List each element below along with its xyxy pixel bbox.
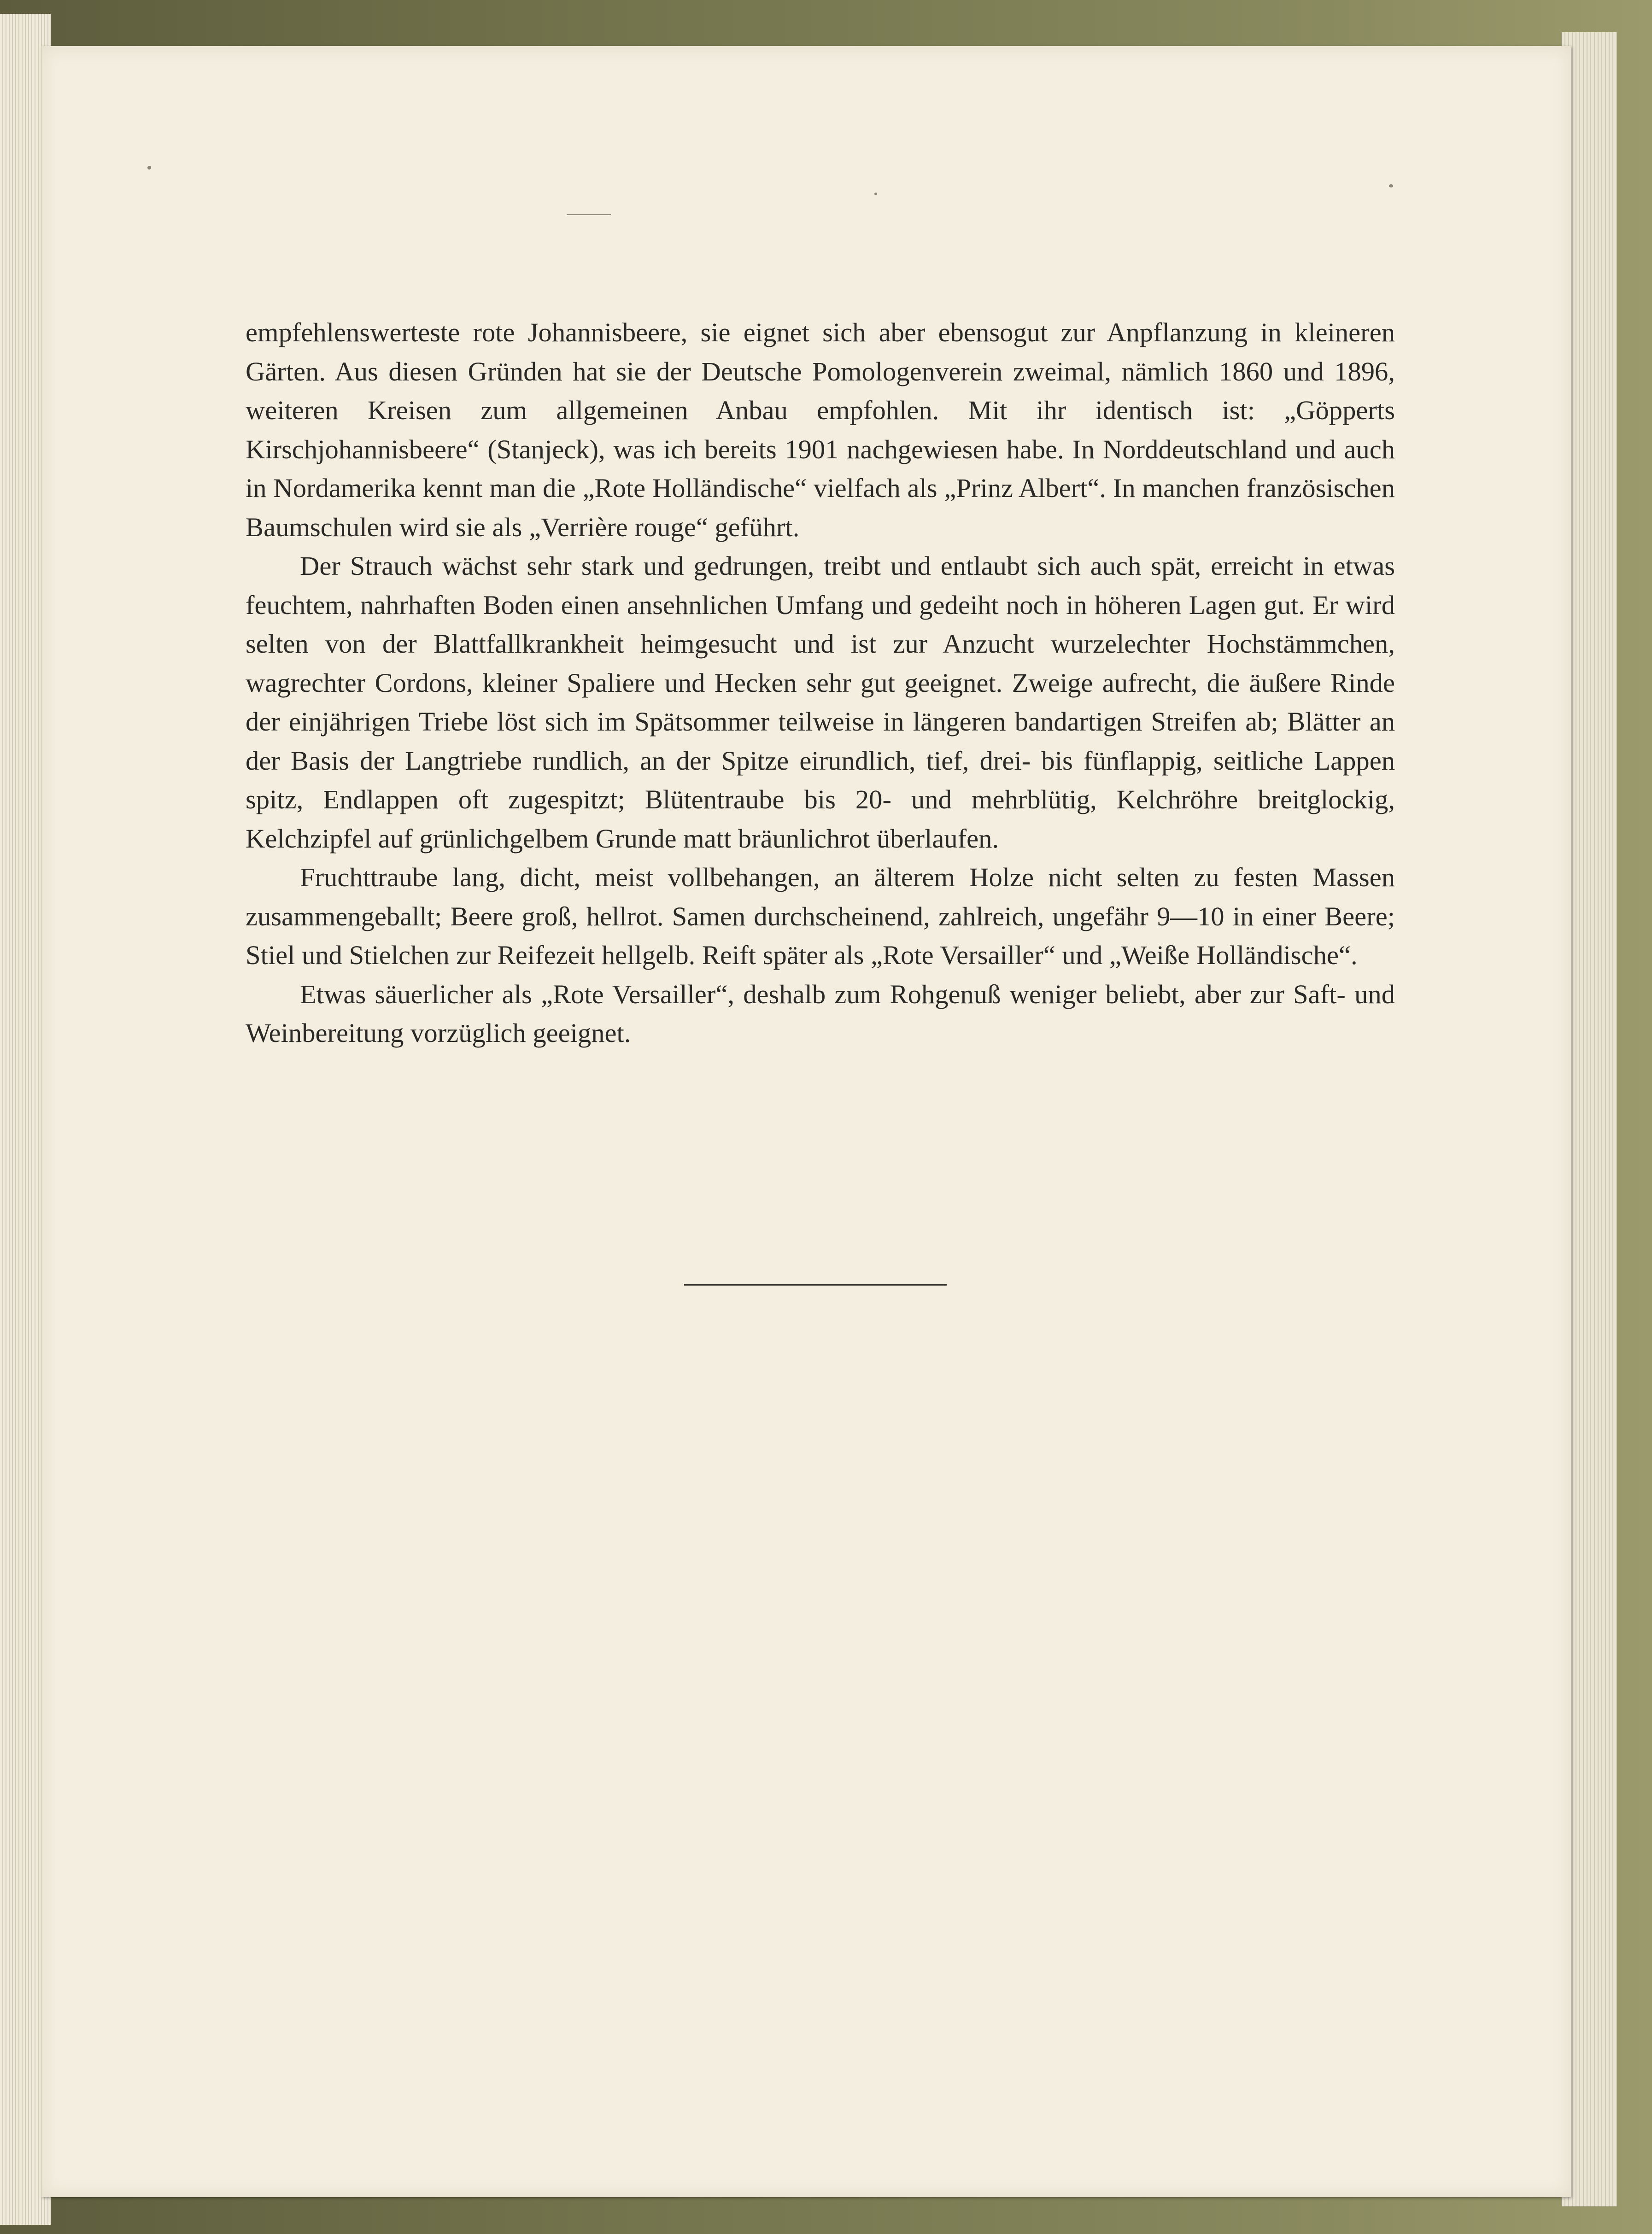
- paragraph-2: Der Strauch wächst sehr stark und gedrungen, treibt und entlaubt sich auch spät, erreicht in etwas feuchtem, nahrhaften Boden einen ansehnlichen Umfang und gedeiht noch in höheren Lagen gut. Er wird selten von der Blattfallkrankheit heimgesucht und ist zur Anzucht wurzelechter Hochstämmchen, wagrechter Cordons, kleiner Spaliere und Hecken sehr gut geeignet. Zweige aufrecht, die äußere Rinde der einjährigen Triebe löst sich im Spätsommer teilweise in längeren bandartigen Streifen ab; Blätter an der Basis der Langtriebe rundlich, an der Spitze eirundlich, tief, drei- bis fünflappig, seitliche Lappen spitz, Endlappen oft zugespitzt; Blütentraube bis 20- und mehrblütig, Kelchröhre breitglockig, Kelchzipfel auf grünlichgelbem Grunde matt bräunlichrot überlaufen.: [246, 551, 1395, 854]
- book-page: [41, 46, 1571, 2197]
- paragraph-3: Fruchttraube lang, dicht, meist vollbehangen, an älterem Holze nicht selten zu festen Massen zusammengeballt; Beere groß, hellrot. Samen durchscheinend, zahlreich, ungefähr 9—10 in einer Beere; Stiel und Stielchen zur Reifezeit hellgelb. Reift später als „Rote Versailler“ und „Weiße Holländische“.: [246, 862, 1395, 970]
- closing-rule: [684, 1284, 947, 1286]
- paragraph-1: empfehlenswerteste rote Johannisbeere, sie eignet sich aber ebensogut zur Anpflanzung in kleineren Gärten. Aus diesen Gründen hat sie der Deutsche Pomologenverein zweimal, nämlich 1860 und 1896, weiteren Kreisen zum allgemeinen Anbau empfohlen. Mit ihr identisch ist: „Göpperts Kirschjohannisbeere“ (Stanjeck), was ich bereits 1901 nachgewiesen habe. In Norddeutschland und auch in Nordamerika kennt man die „Rote Holländische“ vielfach als „Prinz Albert“. In manchen französischen Baumschulen wird sie als „Verrière rouge“ geführt.: [246, 317, 1395, 542]
- top-ink-mark: [567, 214, 611, 215]
- paper-speck: [1389, 184, 1393, 187]
- paper-speck: [874, 193, 877, 195]
- body-text: [246, 313, 1395, 1053]
- paragraph-4: Etwas säuerlicher als „Rote Versailler“, deshalb zum Rohgenuß weniger beliebt, aber zur Saft- und Weinbereitung vorzüglich geeignet.: [246, 979, 1395, 1048]
- paper-speck: [147, 166, 151, 170]
